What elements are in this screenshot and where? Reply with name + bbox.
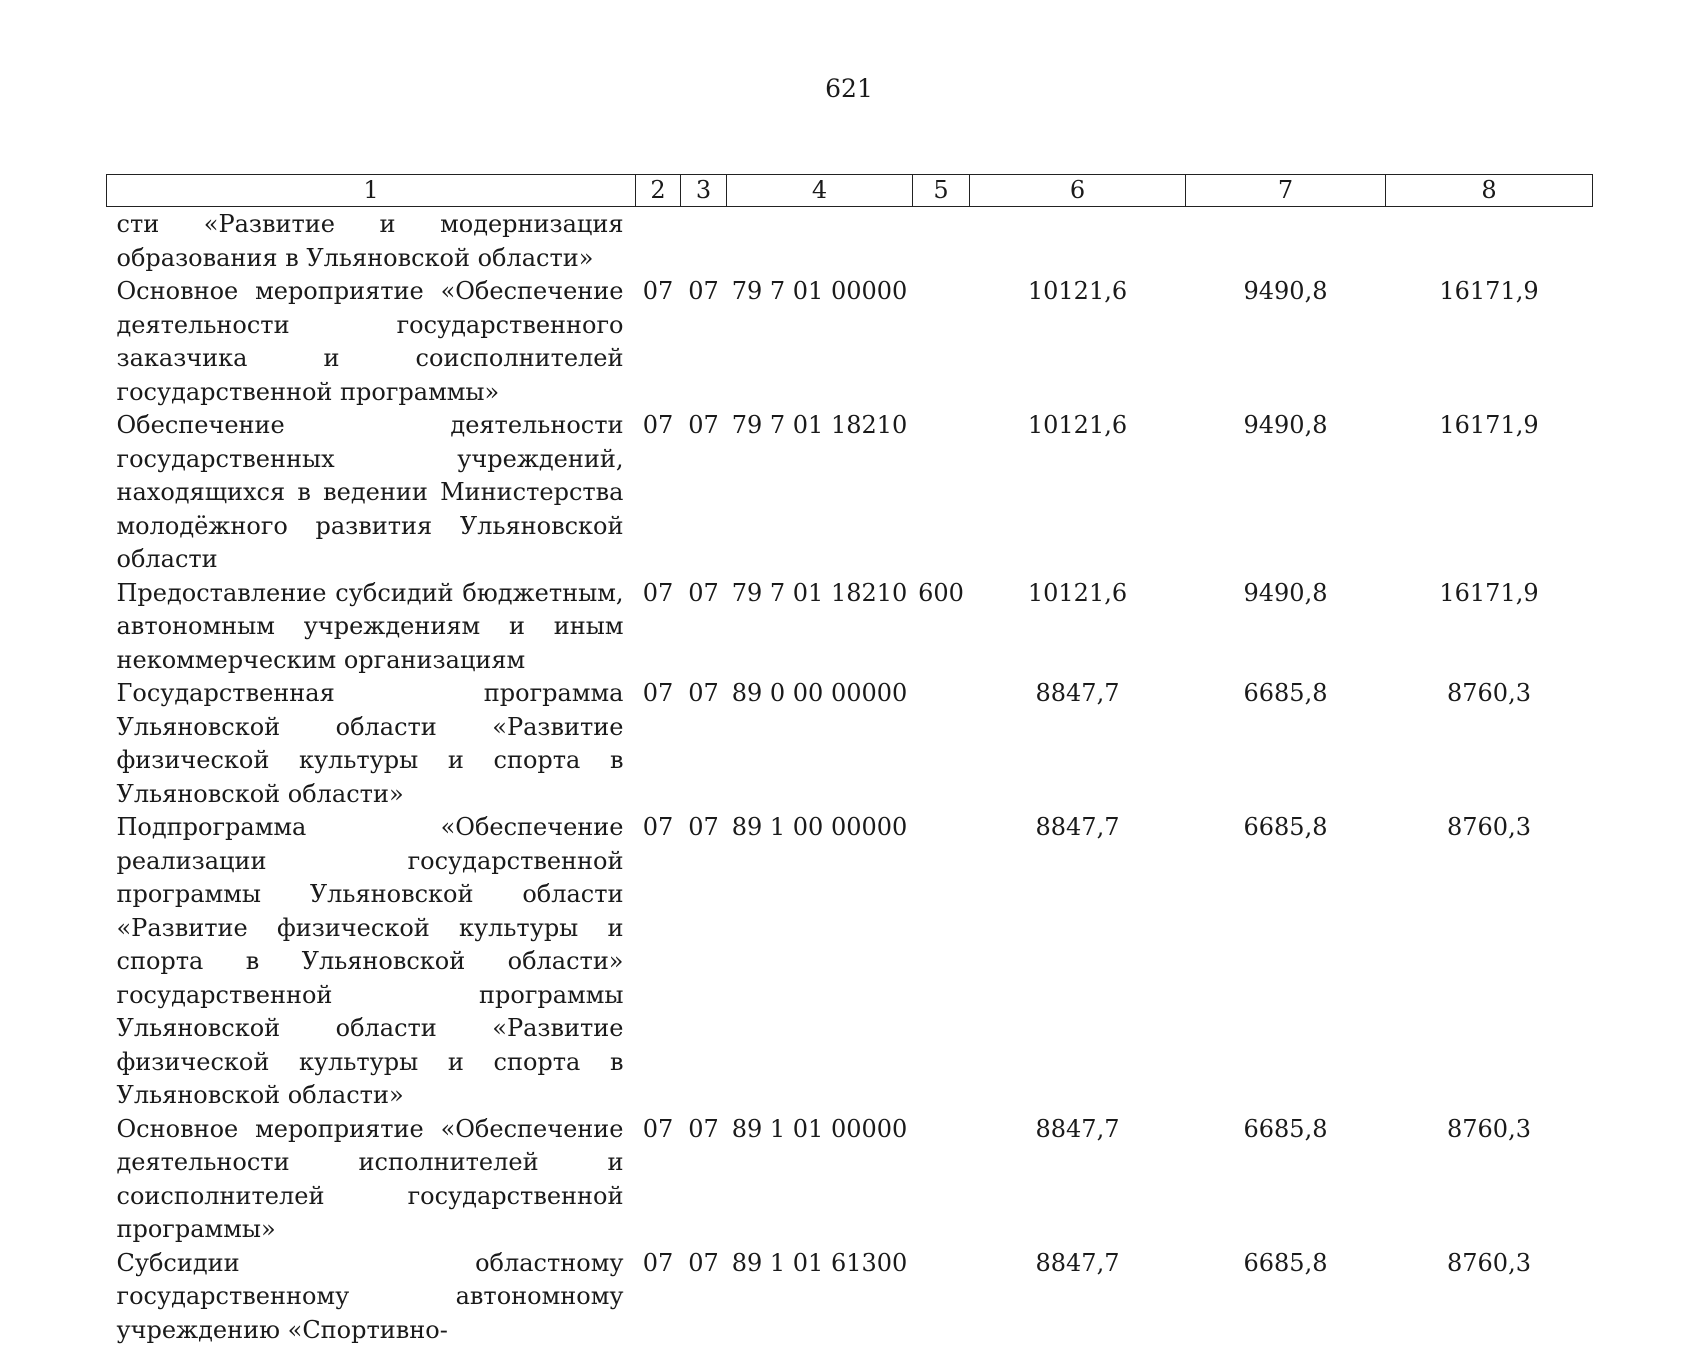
row-podrazdel: 07 xyxy=(681,811,727,1113)
table-row xyxy=(107,275,1593,409)
table-row xyxy=(107,811,1593,1113)
row-csr: 79 7 01 00000 xyxy=(727,275,913,409)
row-razdel: 07 xyxy=(636,409,681,577)
column-header-5: 5 xyxy=(913,175,970,207)
row-value-7: 9490,8 xyxy=(1186,409,1386,577)
row-podrazdel: 07 xyxy=(681,409,727,577)
table-row xyxy=(107,1113,1593,1247)
row-name: сти «Развитие и модернизация образования в Ульяновской области» xyxy=(107,207,636,276)
row-name: Обеспечение деятельности государственных учреждений, находящихся в ведении Министерства молодёжного развития Ульяновской области xyxy=(107,409,636,577)
row-value-7 xyxy=(1186,207,1386,276)
row-value-6 xyxy=(970,207,1186,276)
page-number: 621 xyxy=(0,74,1698,103)
table-row xyxy=(107,207,1593,276)
row-value-7: 6685,8 xyxy=(1186,811,1386,1113)
row-value-6: 8847,7 xyxy=(970,811,1186,1113)
row-csr: 79 7 01 18210 xyxy=(727,409,913,577)
row-name: Основное мероприятие «Обеспечение деятельности исполнителей и соисполнителей государственной программы» xyxy=(107,1113,636,1247)
row-vr xyxy=(913,811,970,1113)
column-header-2: 2 xyxy=(636,175,681,207)
budget-table xyxy=(106,174,1593,1347)
row-name: Субсидии областному государственному автономному учреждению «Спортивно- xyxy=(107,1247,636,1347)
row-podrazdel xyxy=(681,207,727,276)
row-vr xyxy=(913,207,970,276)
row-value-8 xyxy=(1386,207,1593,276)
row-value-6: 8847,7 xyxy=(970,1247,1186,1347)
row-value-8: 16171,9 xyxy=(1386,275,1593,409)
table-row xyxy=(107,409,1593,577)
row-value-8: 8760,3 xyxy=(1386,811,1593,1113)
row-podrazdel: 07 xyxy=(681,1247,727,1347)
row-csr: 89 1 01 61300 xyxy=(727,1247,913,1347)
row-name: Основное мероприятие «Обеспечение деятельности государственного заказчика и соисполнителей государственной программы» xyxy=(107,275,636,409)
row-razdel: 07 xyxy=(636,1247,681,1347)
row-value-6: 8847,7 xyxy=(970,677,1186,811)
row-razdel: 07 xyxy=(636,811,681,1113)
row-value-7: 6685,8 xyxy=(1186,677,1386,811)
table-row xyxy=(107,577,1593,678)
row-value-6: 10121,6 xyxy=(970,577,1186,678)
row-value-8: 16171,9 xyxy=(1386,577,1593,678)
row-value-7: 9490,8 xyxy=(1186,577,1386,678)
row-csr xyxy=(727,207,913,276)
row-podrazdel: 07 xyxy=(681,677,727,811)
row-razdel: 07 xyxy=(636,275,681,409)
row-csr: 89 1 00 00000 xyxy=(727,811,913,1113)
row-value-6: 8847,7 xyxy=(970,1113,1186,1247)
row-value-8: 8760,3 xyxy=(1386,1247,1593,1347)
row-razdel: 07 xyxy=(636,677,681,811)
row-value-6: 10121,6 xyxy=(970,409,1186,577)
row-vr xyxy=(913,1113,970,1247)
row-name: Государственная программа Ульяновской области «Развитие физической культуры и спорта в Ульяновской области» xyxy=(107,677,636,811)
row-name: Подпрограмма «Обеспечение реализации государственной программы Ульяновской области «Развитие физической культуры и спорта в Ульяновской области» государственной программы Ульяновской области «Развитие физической культуры и спорта в Ульяновской области» xyxy=(107,811,636,1113)
row-vr xyxy=(913,409,970,577)
row-value-8: 16171,9 xyxy=(1386,409,1593,577)
row-value-8: 8760,3 xyxy=(1386,677,1593,811)
row-csr: 79 7 01 18210 xyxy=(727,577,913,678)
row-value-7: 6685,8 xyxy=(1186,1247,1386,1347)
row-podrazdel: 07 xyxy=(681,1113,727,1247)
row-razdel: 07 xyxy=(636,1113,681,1247)
row-razdel: 07 xyxy=(636,577,681,678)
table-row xyxy=(107,677,1593,811)
row-value-8: 8760,3 xyxy=(1386,1113,1593,1247)
row-podrazdel: 07 xyxy=(681,577,727,678)
row-vr xyxy=(913,275,970,409)
row-value-7: 9490,8 xyxy=(1186,275,1386,409)
row-csr: 89 1 01 00000 xyxy=(727,1113,913,1247)
column-header-8: 8 xyxy=(1386,175,1593,207)
table-row xyxy=(107,1247,1593,1347)
row-podrazdel: 07 xyxy=(681,275,727,409)
row-vr xyxy=(913,677,970,811)
table-header-row xyxy=(107,175,1593,207)
column-header-3: 3 xyxy=(681,175,727,207)
row-value-7: 6685,8 xyxy=(1186,1113,1386,1247)
row-csr: 89 0 00 00000 xyxy=(727,677,913,811)
row-vr: 600 xyxy=(913,577,970,678)
row-razdel xyxy=(636,207,681,276)
column-header-6: 6 xyxy=(970,175,1186,207)
column-header-4: 4 xyxy=(727,175,913,207)
row-value-6: 10121,6 xyxy=(970,275,1186,409)
column-header-1: 1 xyxy=(107,175,636,207)
row-name: Предоставление субсидий бюджетным, автономным учреждениям и иным некоммерческим организациям xyxy=(107,577,636,678)
column-header-7: 7 xyxy=(1186,175,1386,207)
row-vr xyxy=(913,1247,970,1347)
